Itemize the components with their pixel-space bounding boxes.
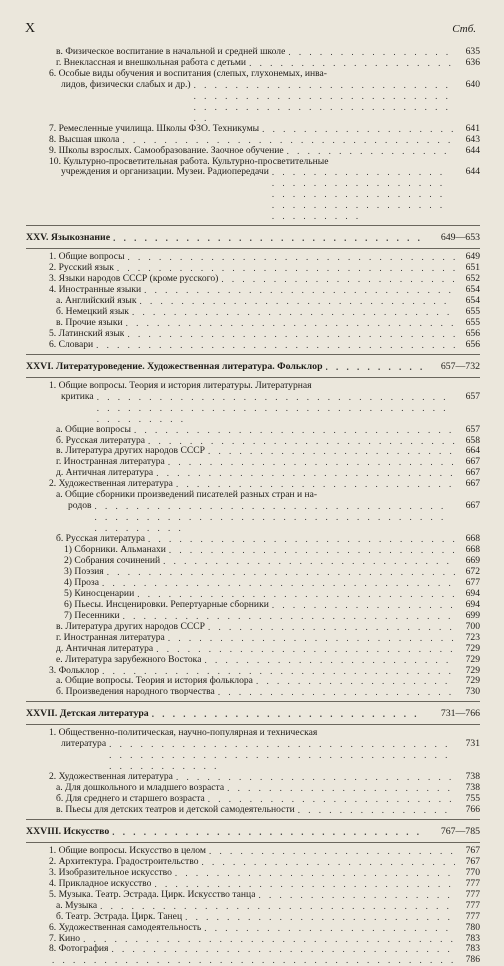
- toc-entry: [26, 457, 480, 468]
- dot-leader: [109, 739, 455, 772]
- entry-text: в. Пьесы для детских театров и детской самодеятельности: [56, 805, 295, 815]
- entry-text: в. Физическое воспитание в начальной и средней школе: [56, 47, 286, 57]
- entry-page: 655: [465, 316, 480, 328]
- entry-text: 4. Иностранные языки: [49, 285, 142, 296]
- entry-page: 699: [465, 609, 480, 621]
- section-title: XXV. Языкознание: [26, 233, 111, 244]
- entry-text-line: литература: [61, 738, 107, 750]
- entry-text: 2. Архитектура. Градостроительство: [49, 856, 199, 867]
- entry-page: 657: [465, 390, 480, 402]
- dot-leader: [287, 146, 455, 157]
- entry-page: 729: [465, 664, 480, 676]
- entry-page: 640: [465, 78, 480, 90]
- entry-text: 3. Изобразительное искусство: [49, 867, 172, 878]
- entry-page: 655: [465, 305, 480, 317]
- toc-entry: [26, 772, 480, 783]
- entry-text: 8. Фотография: [49, 944, 109, 955]
- entry-text: в. Литература других народов СССР: [56, 621, 206, 632]
- toc-entry: [26, 600, 480, 611]
- entry-text: а. Для дошкольного и младшего возраста: [56, 783, 225, 794]
- entry-page: 643: [465, 133, 480, 145]
- table-of-contents: [26, 47, 480, 966]
- dot-leader: [134, 425, 455, 436]
- dot-leader: [176, 772, 455, 783]
- entry-page: 729: [465, 642, 480, 654]
- entry-page: 668: [465, 533, 480, 545]
- section-heading: [26, 233, 480, 244]
- entry-text: 1. Общие вопросы: [49, 252, 125, 263]
- entry-page: 738: [465, 782, 480, 794]
- toc-entry: [26, 783, 480, 794]
- entry-text: 6. Художественная самодеятельность: [49, 922, 202, 933]
- toc-entry: [26, 901, 480, 912]
- entry-page: 636: [465, 56, 480, 68]
- toc-entry: [26, 436, 480, 447]
- dot-leader: [326, 362, 425, 373]
- section-divider: [26, 248, 480, 249]
- entry-page: 654: [465, 295, 480, 307]
- dot-leader: [262, 124, 455, 135]
- toc-entry: [26, 868, 480, 879]
- section-title: XXVIII. Искусство: [26, 826, 110, 837]
- dot-leader: [113, 233, 425, 244]
- entry-text-line: а. Общие сборники произведений писателей разных стран и на-: [56, 489, 318, 501]
- dot-leader: [204, 655, 455, 666]
- dot-leader: [194, 80, 455, 124]
- toc-entry: [26, 545, 480, 556]
- entry-text-line: 1. Общие вопросы. Теория и история литературы. Литературная: [49, 379, 312, 391]
- column-label: Стб.: [452, 23, 476, 35]
- toc-entry: [26, 912, 480, 923]
- dot-leader: [156, 468, 455, 479]
- entry-text-line: 10. Культурно-просветительная работа. Культурно-просветительные: [49, 155, 329, 167]
- section-title: XXVII. Детская литература: [26, 709, 149, 720]
- entry-text: 2. Русский язык: [49, 263, 114, 274]
- entry-page: 652: [465, 273, 480, 285]
- entry-page: 694: [465, 598, 480, 610]
- entry-text: 1. Общие вопросы. Искусство в целом: [49, 845, 206, 856]
- entry-page: 770: [465, 866, 480, 878]
- entry-page: 783: [465, 943, 480, 955]
- toc-entry: [26, 340, 480, 351]
- section-heading: [26, 827, 480, 838]
- dot-leader: [111, 944, 455, 955]
- toc-entry: [26, 381, 480, 425]
- toc-entry: [26, 687, 480, 698]
- section-divider: [26, 724, 480, 725]
- toc-entry: [26, 955, 480, 966]
- dot-leader: [202, 857, 456, 868]
- dot-leader: [258, 890, 455, 901]
- dot-leader: [152, 709, 425, 720]
- entry-page: 729: [465, 653, 480, 665]
- toc-entry: [26, 567, 480, 578]
- dot-leader: [256, 676, 455, 687]
- entry-page: 635: [465, 46, 480, 57]
- entry-text: б. Для среднего и старшего возраста: [56, 794, 205, 805]
- entry-page: 766: [465, 804, 480, 815]
- toc-entry: [26, 666, 480, 677]
- toc-entry: [26, 446, 480, 457]
- dot-leader: [163, 556, 455, 567]
- entry-page: 777: [465, 910, 480, 922]
- dot-leader: [221, 274, 455, 285]
- dot-leader: [288, 47, 455, 58]
- toc-entry: [26, 556, 480, 567]
- entry-text: д. Античная литература: [56, 643, 154, 654]
- dot-leader: [154, 879, 455, 890]
- dot-leader: [117, 263, 455, 274]
- dot-leader: [272, 600, 455, 611]
- section-divider: [26, 819, 480, 820]
- toc-entry: [26, 857, 480, 868]
- entry-page: 777: [465, 888, 480, 900]
- toc-entry: [26, 890, 480, 901]
- entry-page: 777: [465, 877, 480, 889]
- toc-entry: [26, 655, 480, 666]
- entry-text: 7) Песенники: [64, 610, 120, 621]
- dot-leader: [168, 633, 455, 644]
- toc-entry: [26, 329, 480, 340]
- entry-text: 7. Ремесленные училища. Школы ФЗО. Техникумы: [49, 123, 260, 134]
- entry-text: е. Литература зарубежного Востока: [56, 654, 202, 665]
- dot-leader: [96, 340, 455, 351]
- toc-entry: [26, 934, 480, 945]
- dot-leader: [126, 318, 455, 329]
- toc-entry: [26, 589, 480, 600]
- toc-entry: [26, 146, 480, 157]
- entry-text: а. Английский язык: [56, 296, 137, 307]
- toc-entry: [26, 676, 480, 687]
- entry-text: 5) Киносценарии: [64, 588, 135, 599]
- toc-entry: [26, 846, 480, 857]
- entry-text-line: 1. Общественно-политическая, научно-популярная и техническая: [49, 727, 318, 739]
- entry-text: а. Общие вопросы. Теория и история фольклора: [56, 676, 253, 687]
- entry-text: 6) Пьесы. Инсценировки. Репертуарные сборники: [64, 599, 269, 610]
- entry-text: б. Театр. Эстрада. Цирк. Танец: [56, 911, 183, 922]
- dot-leader: [137, 589, 455, 600]
- entry-page: 656: [465, 327, 480, 339]
- entry-text: 5. Музыка. Театр. Эстрада. Цирк. Искусство танца: [49, 889, 256, 900]
- entry-page: 669: [465, 554, 480, 566]
- dot-leader: [298, 805, 455, 816]
- entry-page: 664: [465, 445, 480, 457]
- toc-entry: [26, 274, 480, 285]
- entry-page: 654: [465, 284, 480, 296]
- section-title: XXVI. Литературоведение. Художественная литература. Фольклор: [26, 361, 323, 372]
- entry-page: 729: [465, 675, 480, 687]
- dot-leader: [208, 446, 455, 457]
- entry-page: 730: [465, 686, 480, 698]
- section-page-range: 657—732: [440, 360, 480, 372]
- entry-page: 700: [465, 620, 480, 632]
- toc-entry: [26, 805, 480, 816]
- section-divider: [26, 701, 480, 702]
- entry-text-line: учреждения и организации. Музеи. Радиопередачи: [61, 166, 269, 178]
- toc-entry: [26, 611, 480, 622]
- dot-leader: [107, 567, 455, 578]
- entry-page: 786: [465, 954, 480, 966]
- toc-entry: [26, 69, 480, 124]
- entry-text: 4) Проза: [64, 577, 99, 588]
- entry-page: 738: [465, 771, 480, 783]
- entry-page: 667: [465, 467, 480, 479]
- entry-text: а. Музыка: [56, 900, 98, 911]
- section-heading: [26, 709, 480, 720]
- toc-entry: [26, 923, 480, 934]
- section-heading: [26, 362, 480, 373]
- dot-leader: [168, 457, 455, 468]
- section-divider: [26, 225, 480, 226]
- toc-entry: [26, 285, 480, 296]
- entry-text: б. Русская литература: [56, 435, 146, 446]
- entry-text: 3. Фольклор: [49, 665, 100, 676]
- dot-leader: [204, 923, 455, 934]
- entry-text-line: лидов, физически слабых и др.): [61, 78, 191, 90]
- entry-page: 641: [465, 122, 480, 134]
- dot-leader: [175, 868, 455, 879]
- entry-text: 2) Собрания сочинений: [64, 555, 161, 566]
- dot-leader: [100, 901, 455, 912]
- entry-text: 1) Сборники. Альманахи: [64, 545, 166, 556]
- entry-text: 2. Художественная литература: [49, 772, 173, 783]
- toc-entry: [26, 468, 480, 479]
- entry-text: г. Внеклассная и внешкольная работа с детьми: [56, 57, 247, 68]
- toc-entry: [26, 47, 480, 58]
- section-page-range: 649—653: [440, 232, 480, 244]
- toc-entry: [26, 425, 480, 436]
- dot-leader: [132, 307, 455, 318]
- entry-page: 767: [465, 855, 480, 867]
- dot-leader: [128, 252, 455, 263]
- dot-leader: [140, 296, 455, 307]
- dot-leader: [169, 545, 455, 556]
- dot-leader: [97, 392, 455, 425]
- entry-text: 9. Школы взрослых. Самообразование. Заочное обучение: [49, 145, 284, 156]
- entry-page: 755: [465, 793, 480, 805]
- entry-page: 656: [465, 338, 480, 350]
- toc-entry: [26, 879, 480, 890]
- toc-entry: [26, 944, 480, 955]
- toc-entry: [26, 135, 480, 146]
- entry-page: 657: [465, 423, 480, 435]
- toc-entry: [26, 318, 480, 329]
- entry-text: в. Прочие языки: [56, 317, 123, 328]
- entry-page: 668: [465, 544, 480, 556]
- entry-page: 731: [465, 738, 480, 750]
- dot-leader: [148, 436, 455, 447]
- dot-leader: [148, 534, 455, 545]
- entry-text: 6. Словари: [49, 339, 94, 350]
- dot-leader: [272, 167, 455, 222]
- entry-page: 672: [465, 565, 480, 577]
- entry-page: 694: [465, 587, 480, 599]
- entry-text: 4. Прикладное искусство: [49, 878, 152, 889]
- dot-leader: [95, 501, 455, 534]
- dot-leader: [122, 135, 455, 146]
- entry-text: б. Немецкий язык: [56, 306, 129, 317]
- dot-leader: [185, 912, 455, 923]
- entry-page: 658: [465, 434, 480, 446]
- entry-text: 3. Языки народов СССР (кроме русского): [49, 274, 219, 285]
- entry-text: 3) Поэзия: [64, 566, 104, 577]
- toc-entry: [26, 157, 480, 223]
- toc-entry: [26, 296, 480, 307]
- entry-text: д. Античная литература: [56, 468, 154, 479]
- entry-text: 8. Высшая школа: [49, 134, 120, 145]
- dot-leader: [112, 827, 425, 838]
- section-divider: [26, 377, 480, 378]
- entry-page: 667: [465, 500, 480, 512]
- entry-page: 767: [465, 844, 480, 856]
- entry-page: 644: [465, 144, 480, 156]
- dot-leader: [218, 687, 455, 698]
- entry-page: 667: [465, 478, 480, 490]
- dot-leader: [156, 644, 455, 655]
- entry-text: г. Иностранная литература: [56, 632, 165, 643]
- entry-text: 7. Кино: [49, 933, 81, 944]
- toc-entry: [26, 644, 480, 655]
- dot-leader: [144, 285, 455, 296]
- toc-entry: [26, 633, 480, 644]
- entry-text-line: родов: [68, 500, 92, 512]
- page-number: X: [25, 21, 36, 36]
- dot-leader: [83, 934, 455, 945]
- entry-page: 783: [465, 932, 480, 944]
- entry-page: 649: [465, 251, 480, 263]
- toc-entry: [26, 124, 480, 135]
- dot-leader: [208, 622, 455, 633]
- toc-entry: [26, 252, 480, 263]
- section-page-range: 731—766: [440, 708, 480, 720]
- dot-leader: [209, 846, 455, 857]
- toc-entry: [26, 728, 480, 772]
- toc-entry: [26, 534, 480, 545]
- entry-text: б. Русская литература: [56, 534, 146, 545]
- entry-text: 2. Художественная литература: [49, 479, 173, 490]
- entry-page: 677: [465, 576, 480, 588]
- entry-text: г. Иностранная литература: [56, 457, 165, 468]
- dot-leader: [227, 783, 455, 794]
- entry-page: 723: [465, 631, 480, 643]
- toc-entry: [26, 622, 480, 633]
- entry-text: в. Литература других народов СССР: [56, 446, 206, 457]
- toc-entry: [26, 307, 480, 318]
- toc-entry: [26, 490, 480, 534]
- entry-text: 5. Латинский язык: [49, 328, 125, 339]
- toc-entry: [26, 578, 480, 589]
- entry-text-line: 6. Особые виды обучения и воспитания (слепых, глухонемых, инва-: [49, 67, 327, 79]
- section-divider: [26, 354, 480, 355]
- section-page-range: 767—785: [440, 825, 480, 837]
- entry-text: а. Общие вопросы: [56, 424, 131, 435]
- dot-leader: [52, 955, 455, 966]
- section-divider: [26, 842, 480, 843]
- dot-leader: [102, 578, 455, 589]
- entry-text-line: критика: [61, 390, 94, 402]
- entry-page: 651: [465, 262, 480, 274]
- toc-entry: [26, 263, 480, 274]
- dot-leader: [102, 666, 455, 677]
- entry-page: 667: [465, 456, 480, 468]
- dot-leader: [123, 611, 455, 622]
- entry-page: 644: [465, 166, 480, 178]
- entry-text: б. Произведения народного творчества: [56, 687, 215, 698]
- entry-page: 777: [465, 899, 480, 911]
- entry-page: 780: [465, 921, 480, 933]
- dot-leader: [127, 329, 455, 340]
